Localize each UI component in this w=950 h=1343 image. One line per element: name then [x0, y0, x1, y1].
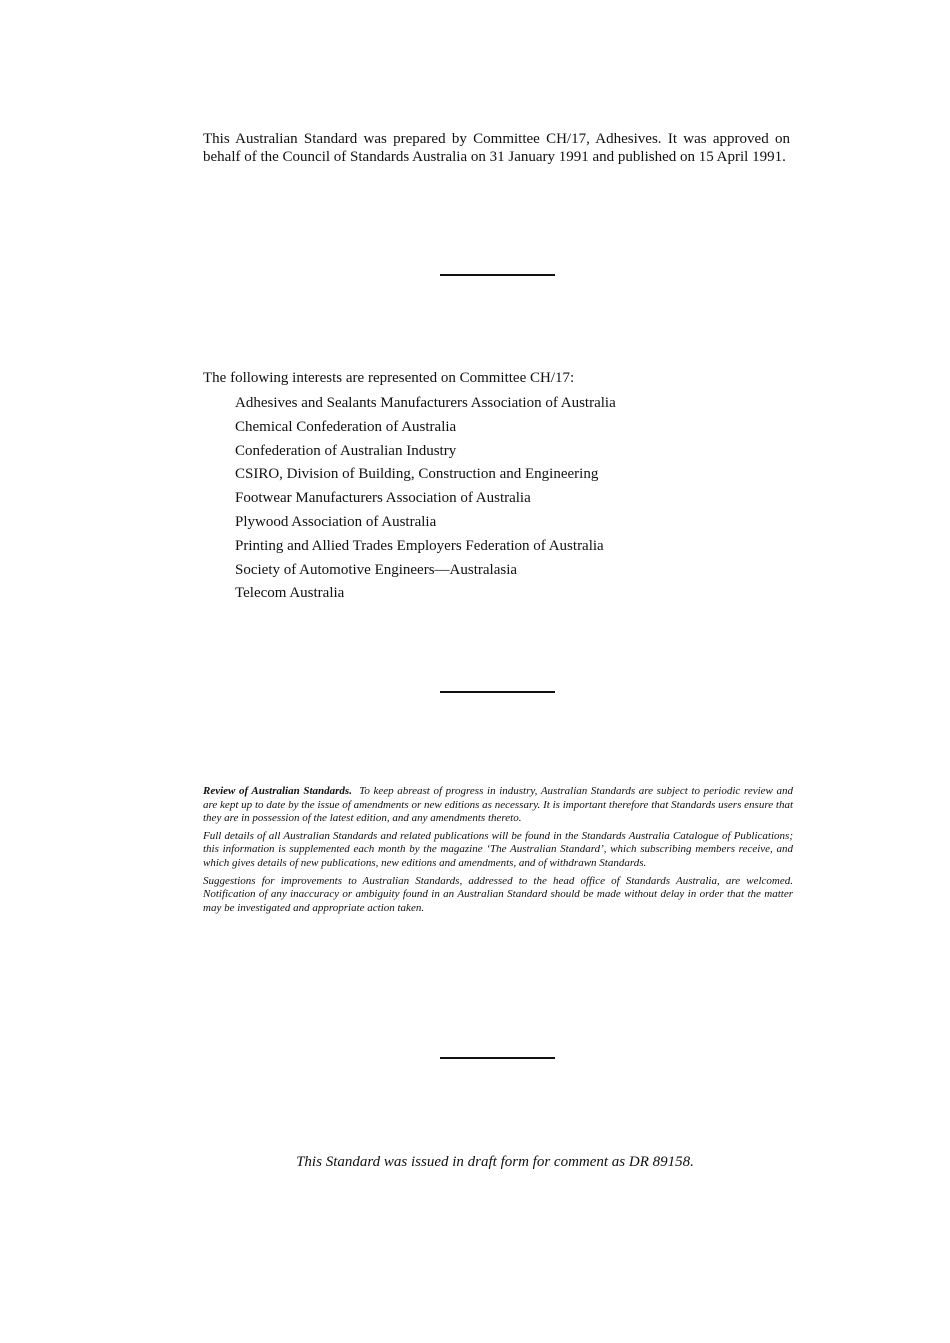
section-divider	[440, 1057, 555, 1059]
section-divider	[440, 274, 555, 276]
section-divider	[440, 691, 555, 693]
committee-member: CSIRO, Division of Building, Construction and Engineering	[235, 466, 599, 483]
catalogue-paragraph: Full details of all Australian Standards and related publications will be found in the Standards Australia Catalogue of Publications; this information is supplemented each month by the magazine ‘The Australian Standard’, which subscribing members receive, and which gives details of new publications, new editions and amendments, and of withdrawn Standards.	[203, 829, 793, 869]
committee-member: Society of Automotive Engineers—Australasia	[235, 561, 518, 578]
review-notice	[203, 785, 793, 919]
suggestions-paragraph: Suggestions for improvements to Australian Standards, addressed to the head office of Standards Australia, are welcomed. Notification of any inaccuracy or ambiguity found in an Australian Standard should be made without delay in order that the matter may be investigated and appropriate action taken.	[203, 874, 793, 914]
committee-member: Plywood Association of Australia	[235, 513, 437, 530]
committee-member: Footwear Manufacturers Association of Australia	[235, 490, 531, 507]
committee-intro: The following interests are represented on Committee CH/17:	[203, 370, 575, 386]
committee-section	[203, 368, 790, 606]
committee-member: Printing and Allied Trades Employers Federation of Australia	[235, 537, 604, 554]
review-paragraph	[203, 785, 793, 826]
committee-member: Chemical Confederation of Australia	[235, 418, 457, 435]
preparation-statement: This Australian Standard was prepared by Committee CH/17, Adhesives. It was approved on behalf of the Council of Standards Australia on 31 January 1991 and published on 15 April 1991.	[203, 131, 790, 165]
review-paragraph-text: To keep abreast of progress in industry, Australian Standards are subject to periodic review and are kept up to date by the issue of amendments or new editions as necessary. It is important therefore that Standards users ensure that they are in possession of the latest edition, and any amendments thereto.	[203, 785, 793, 825]
review-heading: Review of Australian Standards.	[203, 785, 352, 797]
committee-member: Adhesives and Sealants Manufacturers Association of Australia	[235, 395, 616, 411]
draft-note: This Standard was issued in draft form for comment as DR 89158.	[296, 1154, 694, 1170]
committee-member-list	[203, 392, 790, 606]
committee-member: Confederation of Australian Industry	[235, 442, 457, 459]
committee-member: Telecom Australia	[235, 585, 345, 602]
